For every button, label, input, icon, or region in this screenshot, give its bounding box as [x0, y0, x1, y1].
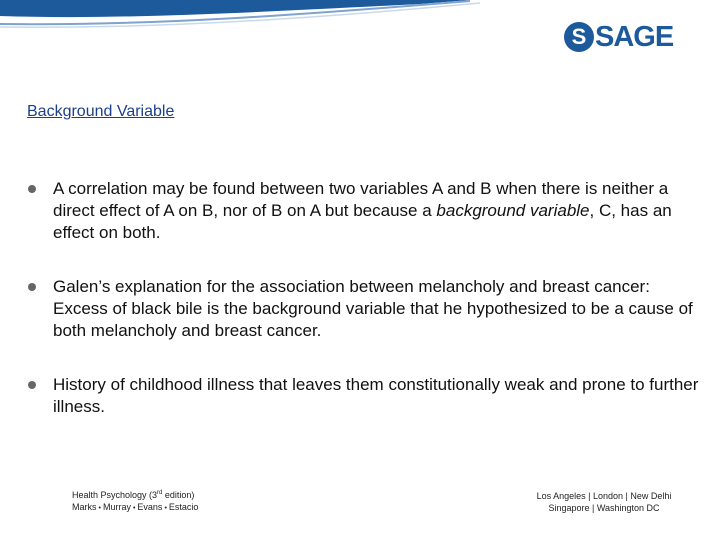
bullet-text-part: , C, has an effect on both.: [53, 201, 672, 242]
footer-authors: Marks • Murray • Evans • Estacio: [72, 502, 199, 512]
author-separator: •: [98, 505, 101, 512]
author-separator: •: [132, 505, 136, 512]
sage-logo: [564, 18, 673, 56]
author-separator: •: [164, 505, 167, 512]
bullet-text-part: A correlation may be found between two variables A and B when there is neither a direct effect of A on B, nor of B on A but because a: [53, 179, 669, 220]
footer-cities-line: Singapore | Washington DC: [548, 503, 660, 513]
bullet-list: [28, 178, 708, 418]
sage-logo-mark: S: [564, 22, 594, 52]
footer-cities: [518, 490, 690, 514]
bullet-text: [53, 178, 703, 244]
footer-cities-line: Los Angeles | London | New Delhi: [536, 491, 672, 501]
bullet-emphasis: background variable: [436, 201, 590, 220]
bullet-dot-icon: [28, 185, 36, 193]
sage-logo-text: SAGE: [595, 20, 674, 53]
slide-title: Background Variable: [27, 103, 175, 120]
bullet-dot-icon: [28, 283, 36, 291]
footer-book-info: [72, 487, 198, 515]
bullet-item: [28, 178, 708, 244]
bullet-item: [28, 374, 708, 418]
footer-book-title: Health Psychology (3rd edition): [72, 490, 195, 500]
bullet-dot-icon: [28, 381, 36, 389]
bullet-text: History of childhood illness that leaves them constitutionally weak and prone to further illness.: [53, 375, 699, 416]
bullet-text: Galen’s explanation for the association between melancholy and breast cancer: Excess of black bile is the background variable that he hypothesized to be a cause of both melancholy and breast cancer.: [53, 277, 693, 340]
bullet-item: [28, 276, 708, 342]
